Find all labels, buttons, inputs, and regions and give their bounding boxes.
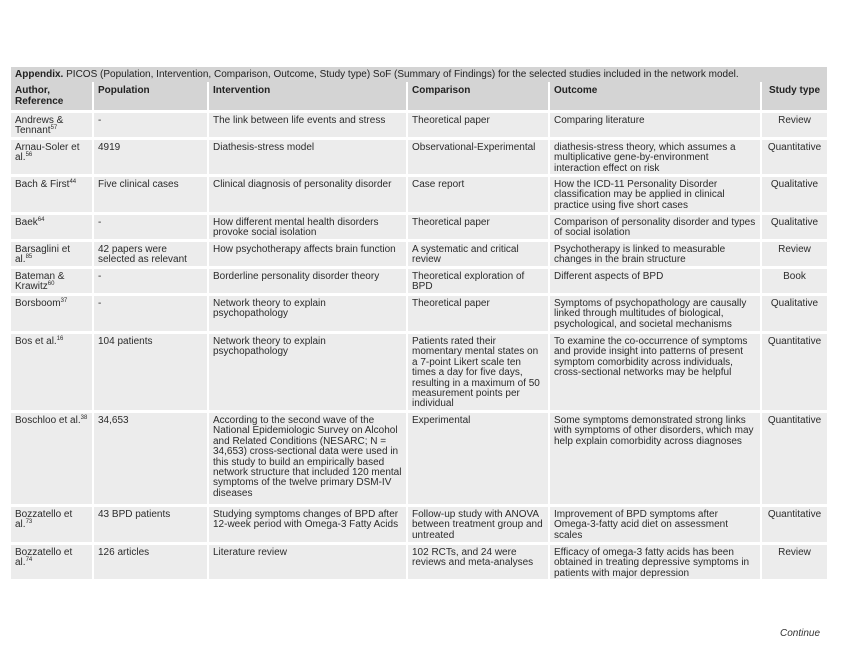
cell-population: 34,653 xyxy=(93,411,208,505)
cell-author xyxy=(11,505,93,543)
cell-author xyxy=(11,411,93,505)
cell-intervention: Literature review xyxy=(208,543,407,579)
cell-study-type: Qualitative xyxy=(761,214,827,241)
table-row xyxy=(11,138,827,175)
author-name: Andrews & Tennant xyxy=(15,115,64,137)
caption-text: PICOS (Population, Intervention, Comparison, Outcome, Study type) SoF (Summary of Findings) for the selected studies included in the network model. xyxy=(63,69,739,80)
cell-author xyxy=(11,543,93,579)
cell-comparison: Theoretical paper xyxy=(407,112,549,139)
table-row xyxy=(11,411,827,505)
header-comparison: Comparison xyxy=(407,82,549,112)
picos-table xyxy=(11,82,827,579)
cell-author xyxy=(11,176,93,214)
cell-outcome: Comparison of personality disorder and types of social isolation xyxy=(549,214,761,241)
cell-intervention: How psychotherapy affects brain function xyxy=(208,241,407,268)
table-row xyxy=(11,176,827,214)
cell-population: Five clinical cases xyxy=(93,176,208,214)
header-intervention: Intervention xyxy=(208,82,407,112)
reference-number: 37 xyxy=(60,298,68,305)
cell-population: 126 articles xyxy=(93,543,208,579)
cell-intervention: The link between life events and stress xyxy=(208,112,407,139)
cell-population: 42 papers were selected as relevant xyxy=(93,241,208,268)
cell-comparison: Case report xyxy=(407,176,549,214)
cell-study-type: Review xyxy=(761,112,827,139)
caption-label: Appendix. xyxy=(15,69,64,80)
cell-comparison: Theoretical paper xyxy=(407,214,549,241)
cell-intervention: Network theory to explain psychopathology xyxy=(208,295,407,333)
cell-outcome: Efficacy of omega-3 fatty acids has been obtained in treating depressive symptoms in patients with major depression xyxy=(549,543,761,579)
cell-study-type: Quantitative xyxy=(761,411,827,505)
cell-intervention: According to the second wave of the National Epidemiologic Survey on Alcohol and Related Conditions (NESARC; N = 34,653) cross-sectional data were used in this study to build an empirically based network structure that included 120 mental symptoms of the twelve primary DSM-IV diseases xyxy=(208,411,407,505)
cell-population: - xyxy=(93,214,208,241)
cell-study-type: Book xyxy=(761,268,827,295)
reference-number: 57 xyxy=(50,125,58,132)
author-name: Bozzatello et al. xyxy=(15,546,73,569)
cell-population: - xyxy=(93,112,208,139)
cell-comparison: Patients rated their momentary mental states on a 7-point Likert scale ten times a day for five days, resulting in a maximum of 50 measurement points per individual xyxy=(407,333,549,412)
header-outcome: Outcome xyxy=(549,82,761,112)
table-row xyxy=(11,333,827,412)
table-row xyxy=(11,112,827,139)
continue-label: Continue xyxy=(780,628,821,639)
cell-intervention: Diathesis-stress model xyxy=(208,138,407,175)
cell-intervention: How different mental health disorders provoke social isolation xyxy=(208,214,407,241)
table-row xyxy=(11,505,827,543)
table-row xyxy=(11,295,827,333)
author-name: Bateman & Krawitz xyxy=(15,271,65,293)
reference-number: 85 xyxy=(25,254,33,261)
cell-study-type: Qualitative xyxy=(761,176,827,214)
author-name: Baek xyxy=(15,217,38,229)
reference-number: 38 xyxy=(80,414,88,421)
author-name: Boschloo et al. xyxy=(15,414,81,426)
reference-number: 44 xyxy=(69,179,77,186)
cell-outcome: How the ICD-11 Personality Disorder classification may be applied in clinical practice using five short cases xyxy=(549,176,761,214)
cell-study-type: Quantitative xyxy=(761,505,827,543)
cell-comparison: Theoretical exploration of BPD xyxy=(407,268,549,295)
table-row xyxy=(11,241,827,268)
header-population: Population xyxy=(93,82,208,112)
cell-intervention: Borderline personality disorder theory xyxy=(208,268,407,295)
cell-outcome: Improvement of BPD symptoms after Omega-3-fatty acid diet on assessment scales xyxy=(549,505,761,543)
cell-comparison: Observational-Experimental xyxy=(407,138,549,175)
table-row xyxy=(11,268,827,295)
cell-study-type: Review xyxy=(761,241,827,268)
author-name: Bach & First xyxy=(15,179,70,191)
header-row xyxy=(11,82,827,112)
author-name: Bos et al. xyxy=(15,336,57,348)
cell-outcome: Different aspects of BPD xyxy=(549,268,761,295)
cell-outcome: Psychotherapy is linked to measurable changes in the brain structure xyxy=(549,241,761,268)
cell-author xyxy=(11,112,93,139)
cell-study-type: Qualitative xyxy=(761,295,827,333)
author-name: Barsaglini et al. xyxy=(15,244,71,266)
cell-outcome: To examine the co-occurrence of symptoms and provide insight into patterns of present symptom comorbidity across individuals, cross-sectional networks may be helpful xyxy=(549,333,761,412)
cell-study-type: Quantitative xyxy=(761,138,827,175)
cell-intervention: Network theory to explain psychopathology xyxy=(208,333,407,412)
cell-comparison: A systematic and critical review xyxy=(407,241,549,268)
picos-table-container xyxy=(11,67,827,579)
cell-author xyxy=(11,268,93,295)
cell-study-type: Quantitative xyxy=(761,333,827,412)
cell-comparison: Follow-up study with ANOVA between treatment group and untreated xyxy=(407,505,549,543)
cell-author xyxy=(11,138,93,175)
reference-number: 74 xyxy=(25,557,33,564)
reference-number: 16 xyxy=(56,336,64,343)
cell-intervention: Studying symptoms changes of BPD after 12-week period with Omega-3 Fatty Acids xyxy=(208,505,407,543)
header-study-type: Study type xyxy=(761,82,827,112)
cell-population: 4919 xyxy=(93,138,208,175)
cell-outcome: diathesis-stress theory, which assumes a multiplicative gene-by-environment interaction effect on risk xyxy=(549,138,761,175)
cell-author xyxy=(11,241,93,268)
reference-number: 60 xyxy=(47,281,55,288)
table-body xyxy=(11,112,827,580)
reference-number: 64 xyxy=(37,217,45,224)
cell-outcome: Symptoms of psychopathology are causally linked through multitudes of biological, psychological, and societal mechanisms xyxy=(549,295,761,333)
cell-outcome: Comparing literature xyxy=(549,112,761,139)
author-name: Borsboom xyxy=(15,298,61,310)
cell-author xyxy=(11,333,93,412)
cell-author xyxy=(11,214,93,241)
author-name: Arnau-Soler et al. xyxy=(15,141,80,164)
cell-population: 43 BPD patients xyxy=(93,505,208,543)
cell-population: 104 patients xyxy=(93,333,208,412)
cell-comparison: Theoretical paper xyxy=(407,295,549,333)
table-row xyxy=(11,543,827,579)
author-name: Bozzatello et al. xyxy=(15,508,73,531)
cell-study-type: Review xyxy=(761,543,827,579)
cell-comparison: Experimental xyxy=(407,411,549,505)
cell-population: - xyxy=(93,268,208,295)
cell-comparison: 102 RCTs, and 24 were reviews and meta-analyses xyxy=(407,543,549,579)
reference-number: 73 xyxy=(25,519,33,526)
cell-population: - xyxy=(93,295,208,333)
cell-intervention: Clinical diagnosis of personality disorder xyxy=(208,176,407,214)
table-row xyxy=(11,214,827,241)
header-author: Author, Reference xyxy=(11,82,93,112)
table-caption xyxy=(11,67,827,82)
reference-number: 56 xyxy=(25,152,33,159)
cell-outcome: Some symptoms demonstrated strong links with symptoms of other disorders, which may help explain comorbidity across diagnoses xyxy=(549,411,761,505)
cell-author xyxy=(11,295,93,333)
